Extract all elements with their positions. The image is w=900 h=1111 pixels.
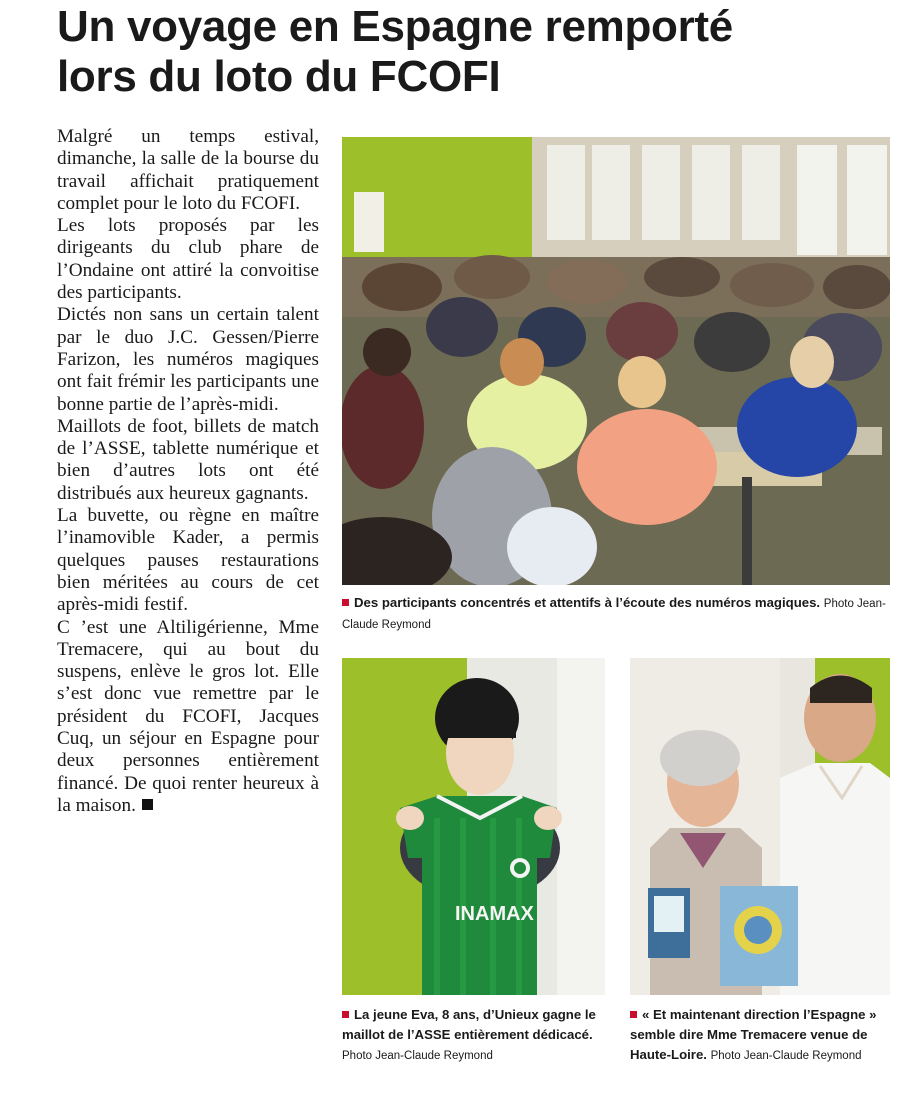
caption-text: Des participants concentrés et attentifs à l’écoute des numéros magiques.	[354, 595, 821, 610]
article-paragraph: Malgré un temps estival, dimanche, la salle de la bourse du travail affichait pratiquement complet pour le loto du FCOFI.	[57, 126, 319, 214]
caption-tremacere	[630, 1005, 892, 1066]
headline-line-1: Un voyage en Espagne remporté	[57, 2, 733, 51]
article-paragraph: La buvette, ou règne en maître l’inamovible Kader, a permis quelques pauses restaurations bien méritées au cours de cet après-midi festif.	[57, 505, 319, 616]
photo-loto-hall-image	[342, 137, 890, 585]
caption-loto-hall	[342, 593, 890, 635]
photo-credit: Photo Jean-Claude Reymond	[342, 1050, 493, 1062]
caption-bullet	[342, 1011, 349, 1018]
photo-eva-image	[342, 658, 605, 995]
caption-bullet	[630, 1011, 637, 1018]
article-paragraph-last	[57, 617, 319, 818]
end-of-article-mark	[142, 799, 153, 810]
shirt-sponsor-text: INAMAX	[455, 903, 534, 925]
caption-bullet	[342, 599, 349, 606]
article-paragraph: Les lots proposés par les dirigeants du club phare de l’Ondaine ont attiré la convoitise des participants.	[57, 215, 319, 304]
article-body	[57, 126, 319, 817]
caption-text: « Et maintenant direction l’Espagne » semble dire Mme Tremacere venue de Haute-Loire.	[630, 1007, 877, 1062]
headline	[57, 2, 887, 102]
photo-credit: Photo Jean-Claude Reymond	[342, 598, 886, 631]
caption-eva	[342, 1005, 605, 1066]
article-paragraph: Dictés non sans un certain talent par le duo J.C. Gessen/Pierre Farizon, les numéros magiques ont fait frémir les participants une bonne partie de l’après-midi.	[57, 304, 319, 415]
article-paragraph-text: C ’est une Altiligérienne, Mme Tremacere, qui au bout du suspens, enlève le gros lot. Elle s’est donc vue remettre par le président du FCOFI, Jacques Cuq, un séjour en Espagne pour deux personnes entièrement financé. De quoi renter heureux à la maison.	[57, 616, 319, 816]
caption-text: La jeune Eva, 8 ans, d’Unieux gagne le maillot de l’ASSE entièrement dédicacé.	[342, 1007, 596, 1042]
article-paragraph: Maillots de foot, billets de match de l’ASSE, tablette numérique et bien d’autres lots ont été distribués aux heureux gagnants.	[57, 415, 319, 504]
headline-line-2: lors du loto du FCOFI	[57, 52, 501, 101]
photo-tremacere-image	[630, 658, 890, 995]
photo-tremacere	[630, 658, 890, 995]
photo-credit: Photo Jean-Claude Reymond	[710, 1050, 862, 1062]
photo-eva	[342, 658, 605, 995]
photo-loto-hall	[342, 137, 890, 585]
